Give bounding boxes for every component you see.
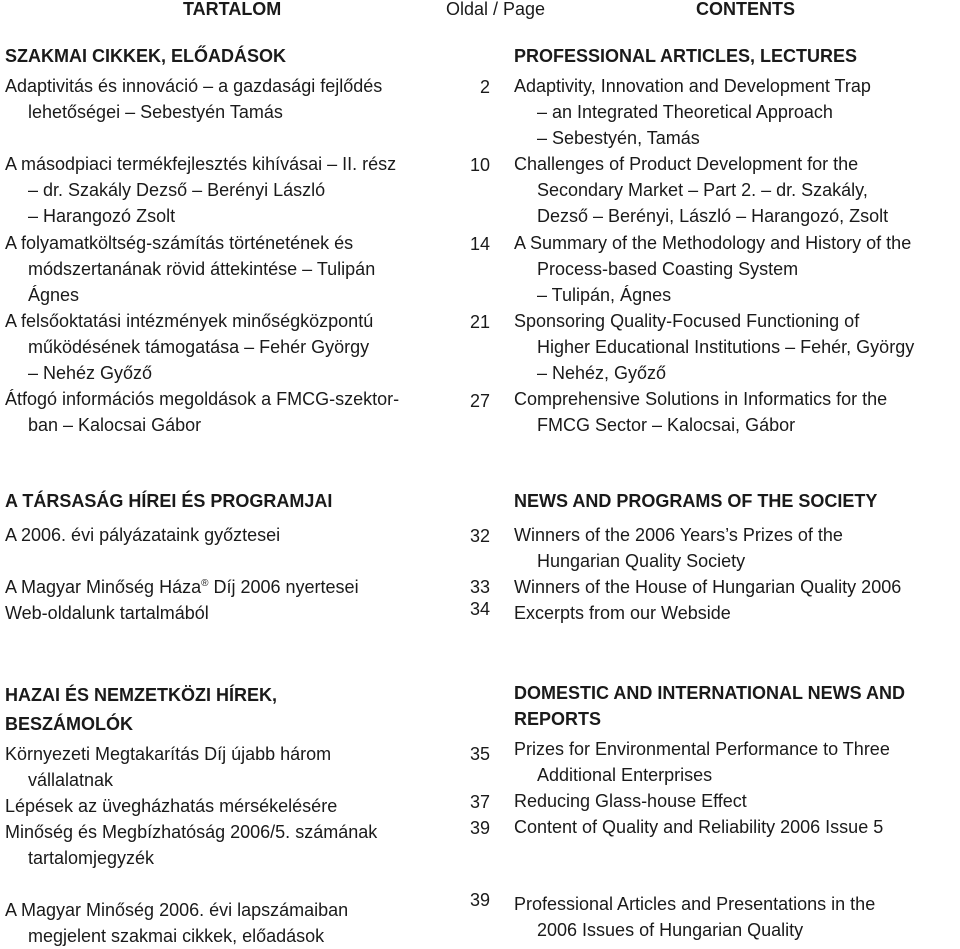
section-title-hungarian-line2: BESZÁMOLÓK (5, 714, 133, 734)
page-number[interactable]: 32 (469, 526, 490, 546)
entry-line: Professional Articles and Presentations in the (514, 894, 876, 914)
toc-entry-english[interactable] (514, 308, 914, 386)
entry-line: Lépések az üvegházhatás mérsékelésére (5, 796, 338, 816)
entry-line: A 2006. évi pályázataink győztesei (5, 525, 281, 545)
toc-entry-english[interactable] (514, 522, 843, 574)
toc-entry-hungarian[interactable] (5, 230, 375, 308)
toc-entry-english[interactable] (514, 151, 888, 229)
page-number[interactable]: 21 (469, 312, 490, 332)
section-title-english: NEWS AND PROGRAMS OF THE SOCIETY (514, 491, 878, 511)
entry-line: módszertanának rövid áttekintése – Tulipán (28, 259, 376, 279)
entry-text: A Magyar Minőség Háza (5, 577, 202, 597)
toc-entry-english[interactable] (514, 891, 875, 943)
entry-line: A felsőoktatási intézmények minőségközpontú (5, 311, 374, 331)
page-number[interactable]: 35 (469, 744, 490, 764)
toc-entry-hungarian[interactable] (5, 574, 359, 600)
entry-line: vállalatnak (28, 770, 114, 790)
toc-entry-english[interactable] (514, 73, 871, 151)
section-title-hungarian: SZAKMAI CIKKEK, ELŐADÁSOK (5, 46, 287, 66)
toc-entry-hungarian[interactable] (5, 819, 377, 871)
header-title-english: CONTENTS (696, 0, 795, 19)
header-page-column-label: Oldal / Page (446, 0, 546, 19)
toc-entry-hungarian[interactable] (5, 793, 337, 819)
entry-line: Excerpts from our Webside (514, 603, 731, 623)
entry-line: Winners of the 2006 Years’s Prizes of the (514, 525, 843, 545)
toc-entry-hungarian[interactable] (5, 73, 382, 125)
header-title-hungarian: TARTALOM (183, 0, 282, 19)
entry-line: Hungarian Quality Society (537, 551, 746, 571)
entry-line: Additional Enterprises (537, 765, 713, 785)
entry-line: Környezeti Megtakarítás Díj újabb három (5, 744, 332, 764)
registered-mark: ® (201, 578, 209, 589)
entry-line: Winners of the House of Hungarian Quality 2006 (514, 577, 902, 597)
section-title-english: PROFESSIONAL ARTICLES, LECTURES (514, 46, 858, 66)
entry-line: lehetőségei – Sebestyén Tamás (28, 102, 283, 122)
entry-line: – Nehéz Győző (28, 363, 153, 383)
entry-line: működésének támogatása – Fehér György (28, 337, 370, 357)
toc-entry-english[interactable] (514, 574, 901, 600)
page-number[interactable]: 10 (469, 155, 490, 175)
entry-line: megjelent szakmai cikkek, előadások (28, 926, 325, 946)
entry-line: A Magyar Minőség 2006. évi lapszámaiban (5, 900, 349, 920)
page-number[interactable]: 39 (469, 890, 490, 910)
toc-entry-hungarian[interactable] (5, 522, 280, 548)
section-title-line: REPORTS (514, 709, 602, 729)
toc-entry-english[interactable] (514, 788, 747, 814)
entry-line: Content of Quality and Reliability 2006 Issue 5 (514, 817, 884, 837)
entry-line: Challenges of Product Development for the (514, 154, 859, 174)
page-number[interactable]: 39 (469, 818, 490, 838)
entry-line: A másodpiaci termékfejlesztés kihívásai – II. rész (5, 154, 397, 174)
toc-entry-english[interactable] (514, 600, 731, 626)
entry-line: Átfogó információs megoldások a FMCG-szektor- (5, 389, 400, 409)
section-title-hungarian (5, 680, 277, 711)
section-title-english (514, 680, 905, 732)
entry-line: Dezső – Berényi, László – Harangozó, Zsolt (537, 206, 889, 226)
page-number[interactable]: 14 (469, 234, 490, 254)
page-number[interactable]: 37 (469, 792, 490, 812)
entry-line: – Nehéz, Győző (537, 363, 667, 383)
page-number[interactable]: 34 (469, 599, 490, 619)
toc-entry-hungarian[interactable] (5, 308, 373, 386)
entry-text: Díj 2006 nyertesei (213, 577, 359, 597)
entry-line: Secondary Market – Part 2. – dr. Szakály, (537, 180, 868, 200)
toc-entry-english[interactable] (514, 814, 883, 840)
entry-line: ban – Kalocsai Gábor (28, 415, 202, 435)
section-title-hungarian: A TÁRSASÁG HÍREI ÉS PROGRAMJAI (5, 491, 333, 511)
entry-line: Minőség és Megbízhatóság 2006/5. számának (5, 822, 378, 842)
entry-line: – Tulipán, Ágnes (537, 285, 672, 305)
entry-line: – dr. Szakály Dezső – Berényi László (28, 180, 326, 200)
toc-entry-hungarian[interactable] (5, 600, 209, 626)
entry-line: 2006 Issues of Hungarian Quality (537, 920, 804, 940)
entry-line: Higher Educational Institutions – Fehér, György (537, 337, 915, 357)
entry-line: tartalomjegyzék (28, 848, 155, 868)
entry-line: A Summary of the Methodology and History of the (514, 233, 912, 253)
section-title-line: HAZAI ÉS NEMZETKÖZI HÍREK, (5, 685, 278, 705)
entry-line: A folyamatköltség-számítás történetének és (5, 233, 354, 253)
entry-line: Web-oldalunk tartalmából (5, 603, 209, 623)
entry-line: Reducing Glass-house Effect (514, 791, 747, 811)
toc-entry-english[interactable] (514, 736, 890, 788)
toc-entry-hungarian[interactable] (5, 897, 348, 949)
entry-line: FMCG Sector – Kalocsai, Gábor (537, 415, 796, 435)
page-number[interactable]: 2 (479, 77, 490, 97)
toc-entry-english[interactable] (514, 386, 887, 438)
entry-line: – an Integrated Theoretical Approach (537, 102, 833, 122)
toc-entry-english[interactable] (514, 230, 911, 308)
toc-entry-hungarian[interactable] (5, 741, 331, 793)
entry-line: Prizes for Environmental Performance to Three (514, 739, 890, 759)
entry-line: Comprehensive Solutions in Informatics for the (514, 389, 888, 409)
entry-line: Adaptivity, Innovation and Development Trap (514, 76, 871, 96)
entry-line: Sponsoring Quality-Focused Functioning of (514, 311, 860, 331)
entry-line: Adaptivitás és innováció – a gazdasági fejlődés (5, 76, 383, 96)
entry-line: Ágnes (28, 285, 80, 305)
toc-entry-hungarian[interactable] (5, 151, 396, 229)
page-number[interactable]: 27 (469, 391, 490, 411)
section-title-line: DOMESTIC AND INTERNATIONAL NEWS AND (514, 683, 905, 703)
entry-line: – Harangozó Zsolt (28, 206, 176, 226)
entry-line: Process-based Coasting System (537, 259, 799, 279)
page-number[interactable]: 33 (469, 577, 490, 597)
toc-entry-hungarian[interactable] (5, 386, 399, 438)
entry-line: – Sebestyén, Tamás (537, 128, 700, 148)
